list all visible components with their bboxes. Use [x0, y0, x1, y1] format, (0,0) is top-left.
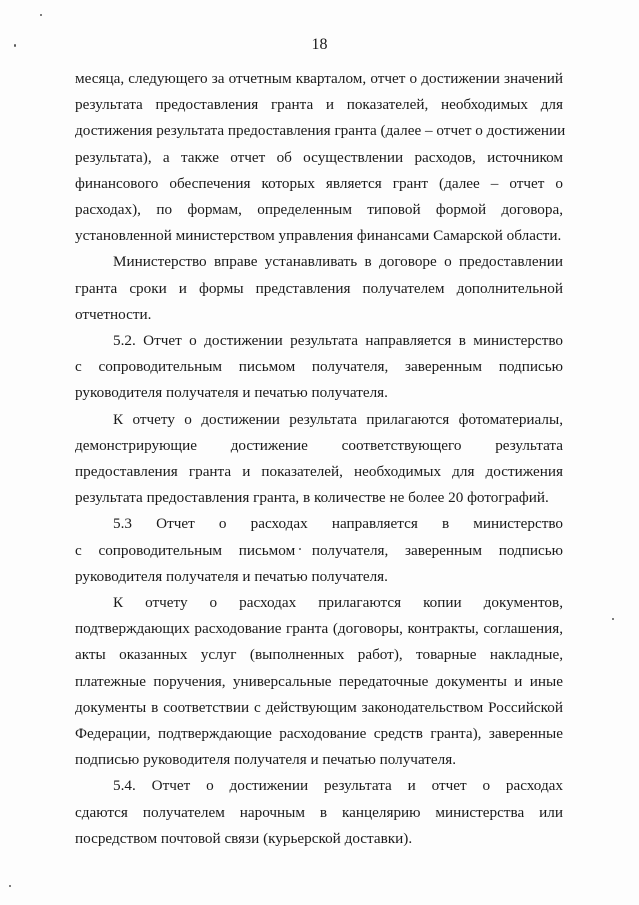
text-line: месяца, следующего за отчетным кварталом, отчет о достижении значений [75, 70, 563, 87]
text-line: 5.2. Отчет о достижении результата направляется в министерство [113, 332, 563, 350]
text-line: расходах), по формам, определенным типовой формой договора, [75, 201, 563, 219]
document-body [75, 66, 566, 852]
text-line: демонстрирующие достижение соответствующего результата [75, 436, 563, 454]
text-line: результата), а также отчет об осуществлении расходов, источником [75, 148, 563, 166]
text-line: К отчету о достижении результата прилагаются фотоматериалы, [113, 410, 563, 428]
text-line: подписью руководителя получателя и печатью получателя. [75, 751, 457, 769]
text-line: руководителя получателя и печатью получателя. [75, 384, 388, 402]
text-line: результата предоставления гранта и показателей, необходимых для [75, 96, 563, 114]
paragraph [75, 328, 563, 407]
text-line: платежные поручения, универсальные передаточные документы и иные [75, 672, 563, 690]
text-line: предоставления гранта и показателей, необходимых для достижения [75, 463, 563, 481]
text-line: К отчету о расходах прилагаются копии документов, [113, 594, 563, 612]
text-line: Федерации, подтверждающие расходование средств гранта), заверенные [75, 725, 563, 743]
text-line: установленной министерством управления финансами Самарской области. [75, 227, 562, 245]
paragraph [75, 511, 563, 590]
text-line: отчетности. [75, 305, 152, 323]
text-line: финансового обеспечения которых является грант (далее – отчет о [75, 174, 563, 192]
text-line: с сопроводительным письмом получателя, заверенным подписью [75, 358, 563, 376]
text-line: гранта сроки и формы представления получателем дополнительной [75, 279, 563, 297]
text-line: сдаются получателем нарочным в канцелярию министерства или [75, 803, 563, 821]
text-line: 5.4. Отчет о достижении результата и отчет о расходах [113, 777, 563, 795]
text-line: подтверждающих расходование гранта (договоры, контракты, соглашения, [75, 620, 563, 638]
text-line: руководителя получателя и печатью получателя. [75, 567, 388, 585]
text-line: достижения результата предоставления гранта (далее – отчет о достижении [75, 122, 566, 140]
text-line: посредством почтовой связи (курьерской доставки). [75, 829, 413, 847]
paragraph [75, 590, 563, 773]
page-number: 18 [311, 36, 328, 53]
text-line: с сопроводительным письмом получателя, заверенным подписью [75, 541, 563, 559]
paragraph [75, 773, 563, 852]
paragraph [75, 66, 566, 249]
paragraph [75, 407, 563, 512]
text-line: акты оказанных услуг (выполненных работ), товарные накладные, [75, 646, 563, 664]
text-line: документы в соответствии с действующим законодательством Российской [75, 698, 563, 716]
text-line: Министерство вправе устанавливать в договоре о предоставлении [113, 253, 563, 271]
text-line: 5.3 Отчет о расходах направляется в министерство [113, 515, 563, 533]
paragraph [75, 249, 563, 328]
text-line: результата предоставления гранта, в количестве не более 20 фотографий. [75, 489, 549, 507]
